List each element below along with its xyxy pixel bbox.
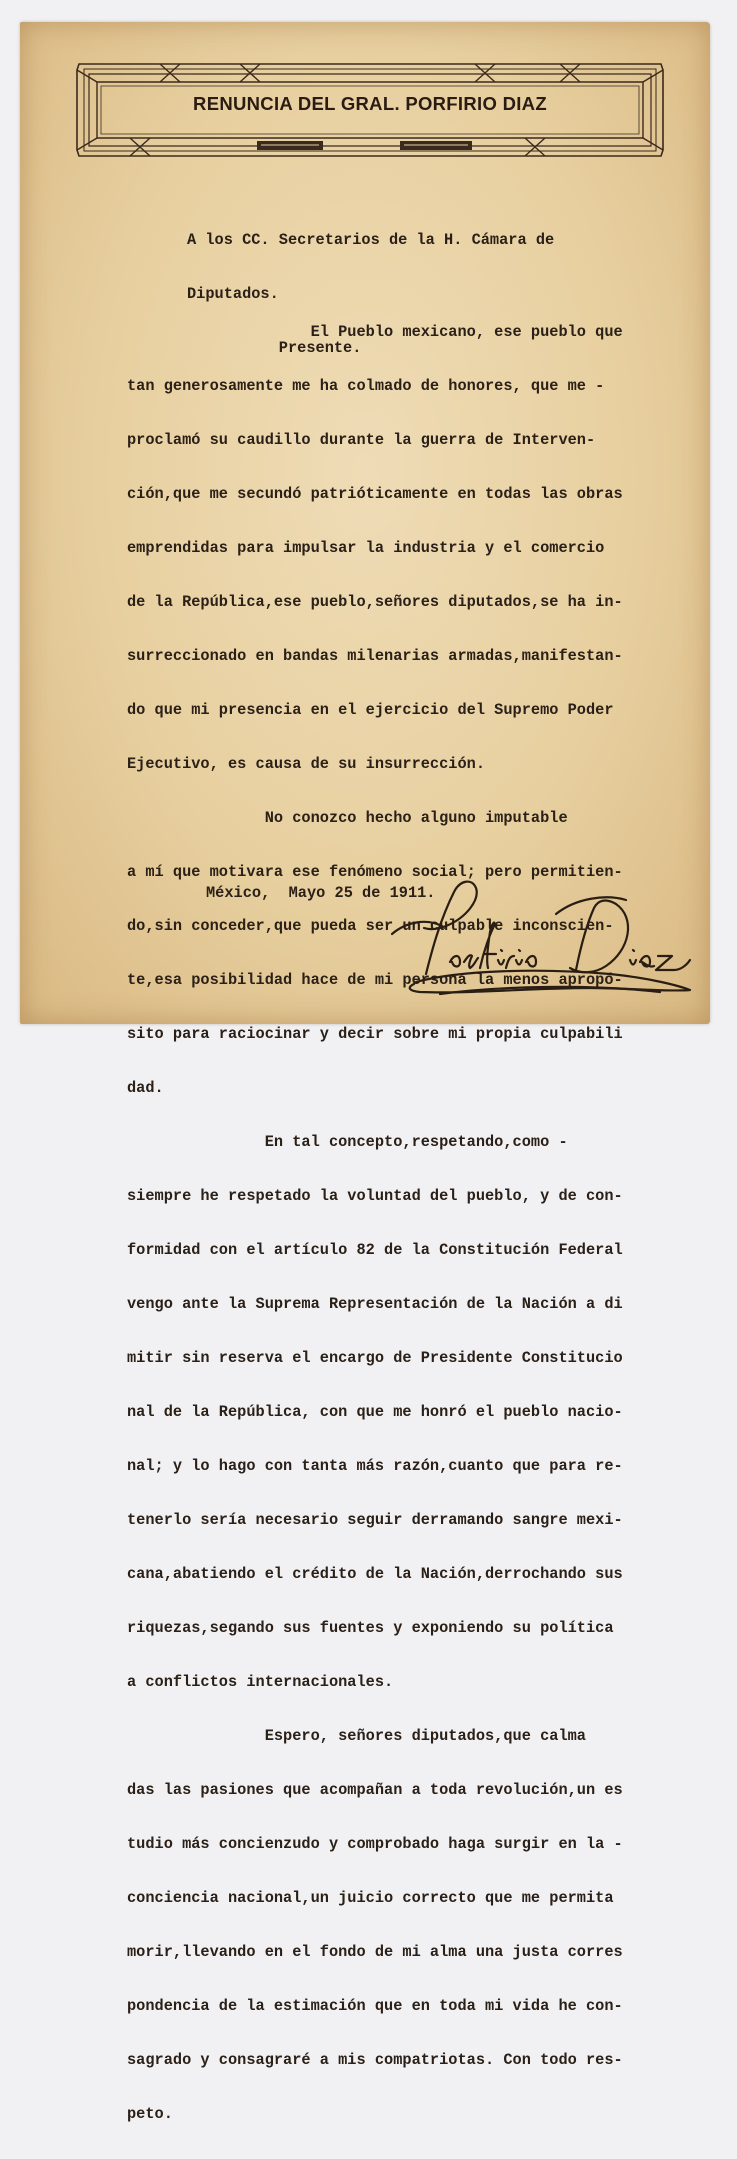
addressee-line: Presente. — [187, 339, 362, 357]
title-banner — [75, 62, 665, 158]
body-line: tan generosamente me ha colmado de honores, que me - — [127, 377, 605, 395]
body-line: pondencia de la estimación que en toda mi vida he con- — [127, 1997, 623, 2015]
body-line: nal; y lo hago con tanta más razón,cuanto que para re- — [127, 1457, 623, 1475]
body-line: do que mi presencia en el ejercicio del Supremo Poder — [127, 701, 614, 719]
body-line: dad. — [127, 1079, 164, 1097]
body-line: formidad con el artículo 82 de la Constitución Federal — [127, 1241, 623, 1259]
body-line: surreccionado en bandas milenarias armadas,manifestan- — [127, 647, 623, 665]
addressee-line: A los CC. Secretarios de la H. Cámara de — [187, 231, 555, 249]
body-line: conciencia nacional,un juicio correcto que me permita — [127, 1889, 614, 1907]
body-line: proclamó su caudillo durante la guerra de Interven- — [127, 431, 596, 449]
body-line: Espero, señores diputados,que calma — [127, 1727, 586, 1745]
body-line: emprendidas para impulsar la industria y el comercio — [127, 539, 605, 557]
body-line: nal de la República, con que me honró el pueblo nacio- — [127, 1403, 623, 1421]
body-line: En tal concepto,respetando,como - — [127, 1133, 568, 1151]
document-page — [20, 22, 710, 2123]
body-line: ción,que me secundó patrióticamente en todas las obras — [127, 485, 623, 503]
body-line: a mí que motivara ese fenómeno social; pero permitien- — [127, 863, 623, 881]
body-line: do,sin conceder,que pueda ser un culpable inconscien- — [127, 917, 614, 935]
body-line: morir,llevando en el fondo de mi alma una justa corres — [127, 1943, 623, 1961]
letter-body — [127, 287, 623, 2159]
body-line: Ejecutivo, es causa de su insurrección. — [127, 755, 486, 773]
addressee-line: Diputados. — [187, 285, 279, 303]
body-line: das las pasiones que acompañan a toda revolución,un es — [127, 1781, 623, 1799]
body-line: tenerlo sería necesario seguir derramando sangre mexi- — [127, 1511, 623, 1529]
body-line: a conflictos internacionales. — [127, 1673, 394, 1691]
body-line: No conozco hecho alguno imputable — [127, 809, 568, 827]
signature-image — [380, 870, 700, 1000]
body-line: siempre he respetado la voluntad del pueblo, y de con- — [127, 1187, 623, 1205]
body-line: peto. — [127, 2105, 173, 2123]
body-line: sagrado y consagraré a mis compatriotas. Con todo res- — [127, 2051, 623, 2069]
body-line: de la República,ese pueblo,señores diputados,se ha in- — [127, 593, 623, 611]
body-line: cana,abatiendo el crédito de la Nación,derrochando sus — [127, 1565, 623, 1583]
body-line: mitir sin reserva el encargo de Presidente Constitucio — [127, 1349, 623, 1367]
body-line: El Pueblo mexicano, ese pueblo que — [127, 323, 623, 341]
body-line: tudio más concienzudo y comprobado haga surgir en la - — [127, 1835, 623, 1853]
body-line: sito para raciocinar y decir sobre mi propia culpabili — [127, 1025, 623, 1043]
body-line: vengo ante la Suprema Representación de la Nación a di — [127, 1295, 623, 1313]
document-title: RENUNCIA DEL GRAL. PORFIRIO DIAZ — [193, 93, 547, 114]
body-line: te,esa posibilidad hace de mi persona la menos apropó- — [127, 971, 623, 989]
place-date: México, Mayo 25 de 1911. — [206, 884, 436, 902]
body-line: riquezas,segando sus fuentes y exponiendo su política — [127, 1619, 614, 1637]
